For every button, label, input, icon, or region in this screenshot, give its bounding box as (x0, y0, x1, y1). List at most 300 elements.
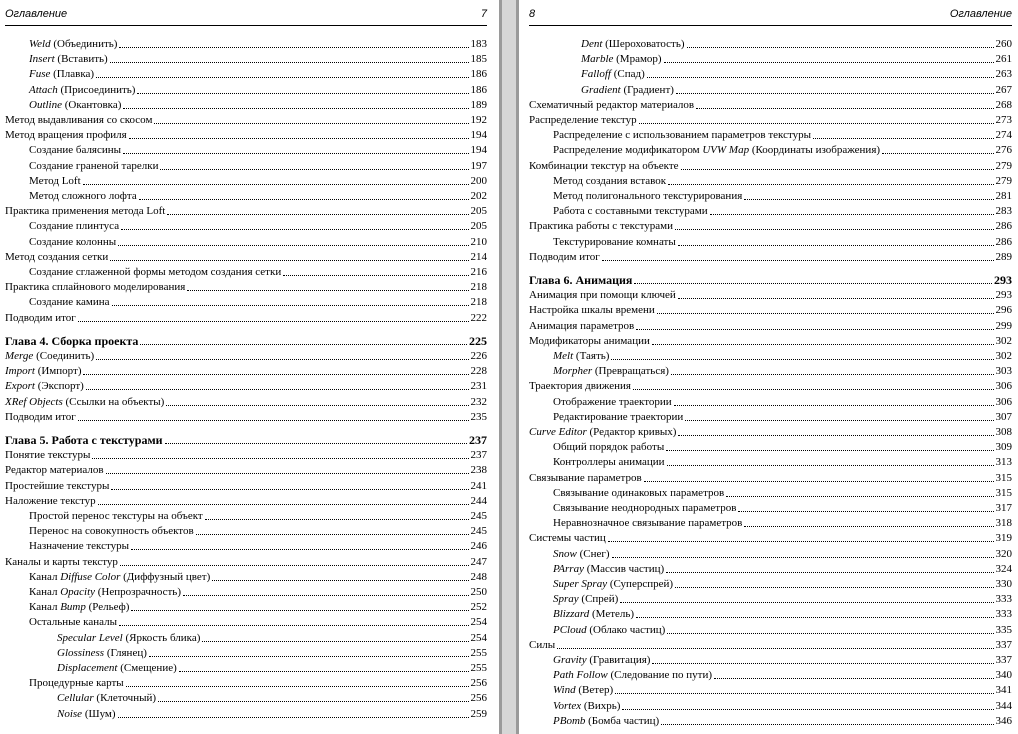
toc-page-number: 259 (470, 708, 487, 720)
toc-entry[interactable] (553, 652, 1012, 667)
toc-entry[interactable] (29, 538, 487, 553)
toc-entry[interactable] (529, 218, 1012, 233)
dot-leader (106, 472, 469, 474)
toc-entry-title: Практика применения метода Loft (5, 205, 166, 217)
dot-leader (129, 137, 469, 139)
toc-entry-title: Распределение текстур (529, 114, 637, 126)
toc-entry-title: Глава 6. Анимация (529, 273, 633, 287)
toc-entry[interactable] (553, 234, 1012, 249)
toc-entry-title: Распределение модификатором UVW Map (Координаты изображения) (553, 144, 881, 156)
toc-entry-title: Наложение текстур (5, 495, 96, 507)
dot-leader (123, 107, 468, 109)
toc-entry-title: Import (Импорт) (5, 365, 82, 377)
toc-page-number: 218 (470, 296, 487, 308)
toc-entry[interactable] (529, 470, 1012, 485)
toc-entry-title: Простой перенос текстуры на объект (29, 510, 203, 522)
toc-page-number: 286 (995, 220, 1012, 232)
toc-page-number: 315 (995, 472, 1012, 484)
toc-entry-title: Spray (Спрей) (553, 593, 619, 605)
toc-entry[interactable] (29, 294, 487, 309)
toc-page-number: 256 (470, 677, 487, 689)
toc-entry[interactable] (529, 158, 1012, 173)
toc-entry[interactable] (529, 97, 1012, 112)
dot-leader (652, 343, 994, 345)
toc-entry-title: Fuse (Плавка) (29, 68, 95, 80)
toc-entry[interactable] (553, 515, 1012, 530)
page-gutter (499, 0, 519, 734)
toc-entry[interactable] (5, 348, 487, 363)
toc-page-number: 337 (995, 654, 1012, 666)
toc-page-number: 235 (470, 411, 487, 423)
toc-entry[interactable] (29, 142, 487, 157)
toc-entry[interactable] (29, 97, 487, 112)
dot-leader (681, 168, 994, 170)
toc-chapter-entry[interactable] (529, 272, 1012, 287)
toc-entry-title: Канал Opacity (Непрозрачность) (29, 586, 181, 598)
toc-entry[interactable] (553, 173, 1012, 188)
toc-page-number: 226 (470, 350, 487, 362)
toc-page-number: 308 (995, 426, 1012, 438)
toc-entry-title: Отображение траектории (553, 396, 672, 408)
toc-entry[interactable] (529, 637, 1012, 652)
header-rule (5, 25, 487, 26)
toc-entry[interactable] (553, 606, 1012, 621)
toc-page-number: 244 (470, 495, 487, 507)
toc-page-number: 200 (470, 175, 487, 187)
toc-entry-title: Export (Экспорт) (5, 380, 84, 392)
toc-entry[interactable] (529, 318, 1012, 333)
toc-entry-title: PBomb (Бомба частиц) (553, 715, 660, 727)
toc-entry-title: Создание сглаженной формы методом создания сетки (29, 266, 282, 278)
toc-page-number: 205 (470, 220, 487, 232)
toc-page-number: 335 (995, 624, 1012, 636)
dot-leader (212, 579, 468, 581)
toc-page-number: 255 (470, 662, 487, 674)
toc-entry-title: Работа с составными текстурами (553, 205, 708, 217)
toc-entry[interactable] (553, 409, 1012, 424)
toc-entry[interactable] (29, 36, 487, 51)
dot-leader (671, 373, 994, 375)
toc-entry-title: Системы частиц (529, 532, 606, 544)
toc-entry-title: Метод создания вставок (553, 175, 667, 187)
dot-leader (678, 297, 994, 299)
dot-leader (667, 464, 994, 466)
dot-leader (636, 328, 993, 330)
toc-entry-title: Noise (Шум) (57, 708, 116, 720)
dot-leader (110, 61, 469, 63)
dot-leader (657, 312, 994, 314)
dot-leader (678, 434, 993, 436)
dot-leader (196, 533, 469, 535)
dot-leader (98, 503, 469, 505)
dot-leader (86, 388, 469, 390)
toc-page-number: 214 (470, 251, 487, 263)
toc-entry-title: Merge (Соединить) (5, 350, 95, 362)
toc-page-number: 194 (470, 144, 487, 156)
toc-entry[interactable] (529, 249, 1012, 264)
dot-leader (661, 723, 993, 725)
toc-page-number: 232 (470, 396, 487, 408)
toc-entry-title: Назначение текстуры (29, 540, 130, 552)
toc-page-number: 268 (995, 99, 1012, 111)
toc-entry[interactable] (5, 279, 487, 294)
toc-page-number: 241 (470, 480, 487, 492)
toc-page-number: 246 (470, 540, 487, 552)
toc-entry[interactable] (553, 667, 1012, 682)
dot-leader (121, 228, 468, 230)
dot-leader (205, 518, 469, 520)
toc-page-number: 254 (470, 632, 487, 644)
toc-entry[interactable] (553, 591, 1012, 606)
toc-entry[interactable] (29, 188, 487, 203)
toc-entry[interactable] (5, 378, 487, 393)
toc-page-number: 302 (995, 335, 1012, 347)
toc-page-number: 250 (470, 586, 487, 598)
toc-page-number: 289 (995, 251, 1012, 263)
toc-entry[interactable] (5, 409, 487, 424)
header-title: Оглавление (949, 8, 1012, 20)
toc-page-number: 299 (995, 320, 1012, 332)
toc-entry[interactable] (29, 51, 487, 66)
dot-leader (96, 358, 468, 360)
toc-entry[interactable] (29, 82, 487, 97)
toc-entry-title: Dent (Шероховатость) (581, 38, 685, 50)
toc-entry[interactable] (553, 713, 1012, 728)
toc-page-number: 245 (470, 525, 487, 537)
toc-entry[interactable] (29, 569, 487, 584)
dot-leader (165, 442, 467, 444)
dot-leader (131, 548, 468, 550)
toc-page-number: 330 (995, 578, 1012, 590)
toc-entry[interactable] (553, 546, 1012, 561)
toc-page-number: 279 (995, 175, 1012, 187)
toc-entry-title: Текстурирование комнаты (553, 236, 676, 248)
toc-entry-title: Комбинации текстур на объекте (529, 160, 679, 172)
dot-leader (78, 419, 469, 421)
toc-entry-title: Attach (Присоединить) (29, 84, 136, 96)
toc-page-number: 276 (995, 144, 1012, 156)
toc-page-number: 341 (995, 684, 1012, 696)
dot-leader (612, 556, 994, 558)
toc-page-right (519, 0, 1018, 734)
toc-entry-title: Метод создания сетки (5, 251, 109, 263)
toc-page-number: 302 (995, 350, 1012, 362)
toc-entry[interactable] (553, 576, 1012, 591)
dot-leader (685, 419, 993, 421)
toc-page-number: 254 (470, 616, 487, 628)
toc-entry[interactable] (553, 561, 1012, 576)
toc-entry-title: Распределение с использованием параметров текстуры (553, 129, 812, 141)
toc-entry[interactable] (5, 310, 487, 325)
dot-leader (678, 244, 994, 246)
toc-entry-title: Схематичный редактор материалов (529, 99, 695, 111)
toc-entry[interactable] (553, 348, 1012, 363)
dot-leader (666, 449, 993, 451)
toc-entry-title: Super Spray (Суперспрей) (553, 578, 674, 590)
toc-entry[interactable] (5, 447, 487, 462)
toc-entry[interactable] (581, 82, 1012, 97)
toc-entry[interactable] (581, 66, 1012, 81)
toc-page-number: 274 (995, 129, 1012, 141)
header-rule (529, 25, 1012, 26)
dot-leader (118, 716, 469, 718)
toc-entry[interactable] (553, 363, 1012, 378)
dot-leader (96, 76, 468, 78)
toc-page-number: 267 (995, 84, 1012, 96)
dot-leader (140, 343, 467, 345)
page-number: 8 (529, 8, 536, 20)
toc-page-number: 197 (470, 160, 487, 172)
toc-entry-title: Связывание параметров (529, 472, 642, 484)
toc-entry-title: Подводим итог (5, 411, 76, 423)
header-title: Оглавление (5, 8, 68, 20)
toc-entry[interactable] (553, 439, 1012, 454)
toc-entry[interactable] (553, 203, 1012, 218)
toc-page-number: 185 (470, 53, 487, 65)
toc-entry[interactable] (553, 682, 1012, 697)
toc-entry[interactable] (5, 478, 487, 493)
dot-leader (202, 640, 468, 642)
toc-page-number: 281 (995, 190, 1012, 202)
dot-leader (166, 404, 468, 406)
toc-entry[interactable] (5, 493, 487, 508)
dot-leader (120, 564, 469, 566)
toc-entry-title: Неравнозначное связывание параметров (553, 517, 743, 529)
toc-entry-title: XRef Objects (Ссылки на объекты) (5, 396, 165, 408)
toc-page-number: 231 (470, 380, 487, 392)
toc-entry[interactable] (553, 454, 1012, 469)
toc-entry-title: Melt (Таять) (553, 350, 610, 362)
dot-leader (675, 228, 994, 230)
dot-leader (137, 92, 468, 94)
dot-leader (620, 601, 993, 603)
toc-entry-title: Specular Level (Яркость блика) (57, 632, 201, 644)
dot-leader (119, 46, 468, 48)
dot-leader (687, 46, 994, 48)
toc-page-number: 293 (994, 273, 1012, 287)
toc-entry[interactable] (29, 599, 487, 614)
toc-entry[interactable] (57, 660, 487, 675)
dot-leader (744, 198, 993, 200)
dot-leader (738, 510, 993, 512)
toc-entry[interactable] (5, 127, 487, 142)
toc-entry[interactable] (553, 485, 1012, 500)
toc-page-number: 306 (995, 396, 1012, 408)
dot-leader (636, 616, 993, 618)
toc-entry-title: Glossiness (Глянец) (57, 647, 147, 659)
toc-entry-title: Редактирование траектории (553, 411, 684, 423)
toc-page-number: 283 (995, 205, 1012, 217)
toc-entry[interactable] (529, 302, 1012, 317)
dot-leader (131, 609, 468, 611)
toc-page-number: 317 (995, 502, 1012, 514)
toc-page-number: 256 (470, 692, 487, 704)
toc-entry-title: Marble (Мрамор) (581, 53, 662, 65)
toc-page-number: 293 (995, 289, 1012, 301)
toc-page-number: 346 (995, 715, 1012, 727)
dot-leader (744, 525, 993, 527)
toc-entry[interactable] (29, 614, 487, 629)
toc-page-number: 324 (995, 563, 1012, 575)
toc-entry-title: Создание колонны (29, 236, 117, 248)
toc-page-number: 189 (470, 99, 487, 111)
toc-page-number: 333 (995, 593, 1012, 605)
toc-entry[interactable] (57, 690, 487, 705)
toc-entry-title: PCloud (Облако частиц) (553, 624, 666, 636)
toc-entry[interactable] (581, 36, 1012, 51)
toc-page-number: 279 (995, 160, 1012, 172)
toc-entry[interactable] (57, 630, 487, 645)
dot-leader (666, 571, 993, 573)
toc-page-number: 245 (470, 510, 487, 522)
toc-entry[interactable] (553, 622, 1012, 637)
toc-entry[interactable] (29, 158, 487, 173)
toc-entry[interactable] (529, 530, 1012, 545)
toc-page-number: 303 (995, 365, 1012, 377)
toc-entry[interactable] (553, 698, 1012, 713)
toc-page-number: 263 (995, 68, 1012, 80)
dot-leader (112, 304, 469, 306)
toc-chapter-entry[interactable] (5, 333, 487, 348)
dot-leader (92, 457, 468, 459)
dot-leader (726, 495, 993, 497)
toc-page-number: 186 (470, 68, 487, 80)
dot-leader (179, 670, 469, 672)
toc-page-number: 306 (995, 380, 1012, 392)
toc-page-number: 318 (995, 517, 1012, 529)
toc-entry-title: Создание граненой тарелки (29, 160, 159, 172)
toc-entry[interactable] (29, 675, 487, 690)
toc-entry-title: Метод сложного лофта (29, 190, 137, 202)
toc-entry[interactable] (553, 127, 1012, 142)
toc-entry[interactable] (5, 112, 487, 127)
toc-entry[interactable] (553, 394, 1012, 409)
dot-leader (83, 183, 469, 185)
dot-leader (111, 488, 468, 490)
toc-entry[interactable] (5, 203, 487, 218)
dot-leader (676, 92, 994, 94)
dot-leader (675, 586, 993, 588)
toc-entry-title: Curve Editor (Редактор кривых) (529, 426, 677, 438)
toc-entry-title: Глава 5. Работа с текстурами (5, 433, 163, 447)
dot-leader (167, 213, 468, 215)
toc-entry-title: Редактор материалов (5, 464, 104, 476)
dot-leader (602, 259, 994, 261)
toc-entry-title: Каналы и карты текстур (5, 556, 118, 568)
dot-leader (652, 662, 993, 664)
toc-entry-title: Траектория движения (529, 380, 631, 392)
toc-page-number: 192 (470, 114, 487, 126)
dot-leader (615, 692, 993, 694)
toc-entry-title: Cellular (Клеточный) (57, 692, 157, 704)
toc-entry[interactable] (529, 112, 1012, 127)
toc-entry-title: Path Follow (Следование по пути) (553, 669, 712, 681)
toc-entry-title: Общий порядок работы (553, 441, 665, 453)
toc-entry[interactable] (29, 66, 487, 81)
dot-leader (158, 700, 468, 702)
toc-page-number: 248 (470, 571, 487, 583)
toc-entry[interactable] (29, 218, 487, 233)
dot-leader (139, 198, 469, 200)
toc-page-number: 247 (470, 556, 487, 568)
toc-entry[interactable] (29, 584, 487, 599)
toc-page-number: 344 (995, 700, 1012, 712)
toc-entry[interactable] (5, 363, 487, 378)
toc-entry[interactable] (29, 234, 487, 249)
toc-page-number: 238 (470, 464, 487, 476)
toc-entry-title: Контроллеры анимации (553, 456, 665, 468)
toc-entry-title: Модификаторы анимации (529, 335, 650, 347)
toc-page-number: 260 (995, 38, 1012, 50)
toc-entry-title: Подводим итог (5, 312, 76, 324)
toc-page-number: 210 (470, 236, 487, 248)
toc-entry[interactable] (581, 51, 1012, 66)
page-header (5, 8, 487, 24)
dot-leader (283, 274, 468, 276)
toc-entry-title: Силы (529, 639, 556, 651)
toc-entry[interactable] (553, 188, 1012, 203)
toc-entry-title: Insert (Вставить) (29, 53, 108, 65)
toc-entry-title: Глава 4. Сборка проекта (5, 334, 139, 348)
toc-entry[interactable] (5, 249, 487, 264)
toc-entry[interactable] (5, 462, 487, 477)
toc-entry[interactable] (553, 500, 1012, 515)
toc-page-number: 313 (995, 456, 1012, 468)
toc-entry[interactable] (5, 394, 487, 409)
toc-entry-title: Создание балясины (29, 144, 122, 156)
toc-page-number: 296 (995, 304, 1012, 316)
toc-entry-title: Создание плинтуса (29, 220, 120, 232)
dot-leader (667, 632, 993, 634)
toc-page-number: 261 (995, 53, 1012, 65)
dot-leader (664, 61, 994, 63)
dot-leader (183, 594, 469, 596)
dot-leader (608, 540, 994, 542)
toc-page-number: 307 (995, 411, 1012, 423)
toc-entry[interactable] (29, 523, 487, 538)
toc-chapter-entry[interactable] (5, 432, 487, 447)
toc-entry-title: Перенос на совокупность объектов (29, 525, 194, 537)
dot-leader (639, 122, 994, 124)
toc-entry[interactable] (529, 378, 1012, 393)
toc-entry-title: Метод выдавливания со скосом (5, 114, 153, 126)
toc-entry[interactable] (57, 706, 487, 721)
toc-page-number: 237 (470, 449, 487, 461)
dot-leader (633, 388, 994, 390)
dot-leader (674, 404, 994, 406)
dot-leader (119, 624, 469, 626)
toc-entry[interactable] (29, 264, 487, 279)
toc-entry[interactable] (529, 424, 1012, 439)
toc-page-number: 309 (995, 441, 1012, 453)
toc-entry[interactable] (553, 142, 1012, 157)
toc-page-number: 315 (995, 487, 1012, 499)
toc-entry[interactable] (29, 508, 487, 523)
toc-entry-title: Канал Bump (Рельеф) (29, 601, 130, 613)
toc-page-number: 194 (470, 129, 487, 141)
toc-entry-title: Displacement (Смещение) (57, 662, 177, 674)
toc-entry[interactable] (57, 645, 487, 660)
dot-leader (126, 685, 469, 687)
toc-page-number: 237 (469, 433, 487, 447)
dot-leader (149, 655, 469, 657)
toc-entry[interactable] (529, 333, 1012, 348)
dot-leader (118, 244, 468, 246)
toc-entry[interactable] (29, 173, 487, 188)
toc-entry[interactable] (529, 287, 1012, 302)
toc-entry[interactable] (5, 554, 487, 569)
toc-page-number: 222 (470, 312, 487, 324)
